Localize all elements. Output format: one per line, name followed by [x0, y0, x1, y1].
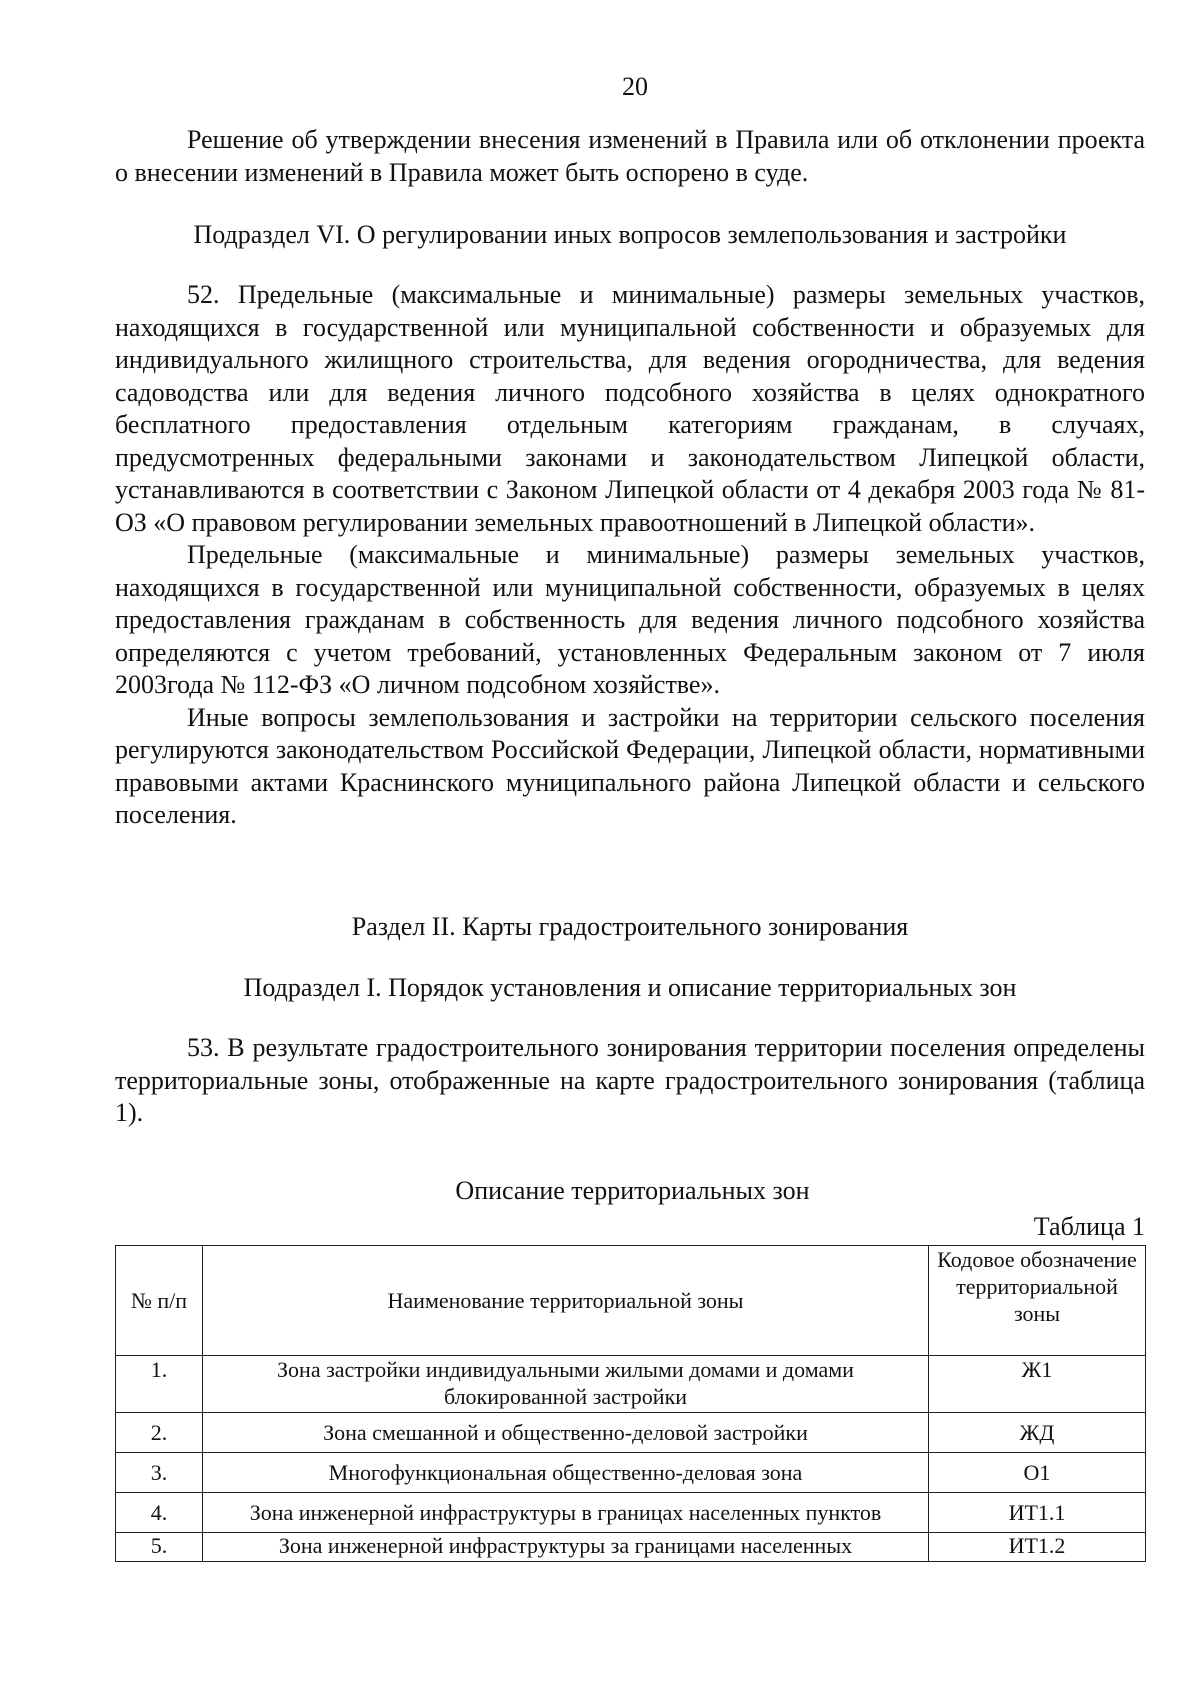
cell-code: ИТ1.2 — [929, 1533, 1146, 1562]
table-row — [116, 1356, 1146, 1413]
table-row — [116, 1533, 1146, 1562]
cell-num: 3. — [116, 1453, 203, 1493]
page-number: 20 — [622, 72, 648, 101]
zones-table — [115, 1245, 1146, 1562]
table-header-row — [116, 1246, 1146, 1356]
cell-name: Зона инженерной инфраструктуры за границами населенных — [203, 1533, 929, 1562]
cell-num: 1. — [116, 1356, 203, 1413]
cell-num: 2. — [116, 1413, 203, 1453]
table-row — [116, 1453, 1146, 1493]
header-code: Кодовое обозначение территориальной зоны — [929, 1246, 1146, 1356]
cell-code: Ж1 — [929, 1356, 1146, 1413]
cell-code: О1 — [929, 1453, 1146, 1493]
paragraph-block-52 — [115, 279, 1145, 832]
heading-subsection-i: Подраздел I. Порядок установления и описание территориальных зон — [243, 973, 1017, 1002]
table-caption: Описание территориальных зон — [455, 1176, 810, 1205]
header-num: № п/п — [116, 1246, 203, 1356]
cell-num: 5. — [116, 1533, 203, 1562]
cell-code: ЖД — [929, 1413, 1146, 1453]
paragraph-52-other: Иные вопросы землепользования и застройки на территории сельского поселения регулируются законодательством Российской Федерации, Липецкой области, нормативными правовыми актами Краснинского муниципального района Липецкой области и сельского поселения. — [115, 702, 1145, 829]
paragraph-53: 53. В результате градостроительного зонирования территории поселения определены территориальные зоны, отображенные на карте градостроительного зонирования (таблица 1). — [115, 1033, 1145, 1127]
table-label: Таблица 1 — [1033, 1212, 1145, 1241]
cell-code: ИТ1.1 — [929, 1493, 1146, 1533]
table-row — [116, 1493, 1146, 1533]
cell-name: Зона инженерной инфраструктуры в границах населенных пунктов — [203, 1493, 929, 1533]
paragraph-52: 52. Предельные (максимальные и минимальные) размеры земельных участков, находящихся в государственной или муниципальной собственности и образуемых для индивидуального жилищного строительства, для ведения огородничества, для ведения садоводства или для ведения личного подсобного хозяйства в целях однократного бесплатного предоставления отдельным категориям гражданам, в случаях, предусмотренных федеральными законами и законодательством Липецкой области, устанавливаются в соответствии с Законом Липецкой области от 4 декабря 2003 года № 81-ОЗ «О правовом регулировании земельных правоотношений в Липецкой области». — [115, 280, 1145, 537]
paragraph-appeal — [115, 124, 1145, 189]
heading-subsection-vi: Подраздел VI. О регулировании иных вопросов землепользования и застройки — [193, 220, 1067, 249]
cell-name: Зона застройки индивидуальными жилыми домами и домами блокированной застройки — [203, 1356, 929, 1413]
cell-name: Многофункциональная общественно-деловая зона — [203, 1453, 929, 1493]
table-row — [116, 1413, 1146, 1453]
cell-name: Зона смешанной и общественно-деловой застройки — [203, 1413, 929, 1453]
header-name: Наименование территориальной зоны — [203, 1246, 929, 1356]
paragraph-text: Решение об утверждении внесения изменений в Правила или об отклонении проекта о внесении изменений в Правила может быть оспорено в суде. — [115, 125, 1145, 187]
paragraph-52-limits: Предельные (максимальные и минимальные) размеры земельных участков, находящихся в государственной или муниципальной собственности, образуемых в целях предоставления гражданам в собственность для ведения личного подсобного хозяйства определяются с учетом требований, установленных Федеральным законом от 7 июля 2003года № 112-ФЗ «О личном подсобном хозяйстве». — [115, 540, 1145, 699]
cell-num: 4. — [116, 1493, 203, 1533]
heading-section-ii: Раздел II. Карты градостроительного зонирования — [351, 912, 909, 941]
paragraph-block-53 — [115, 1032, 1145, 1130]
